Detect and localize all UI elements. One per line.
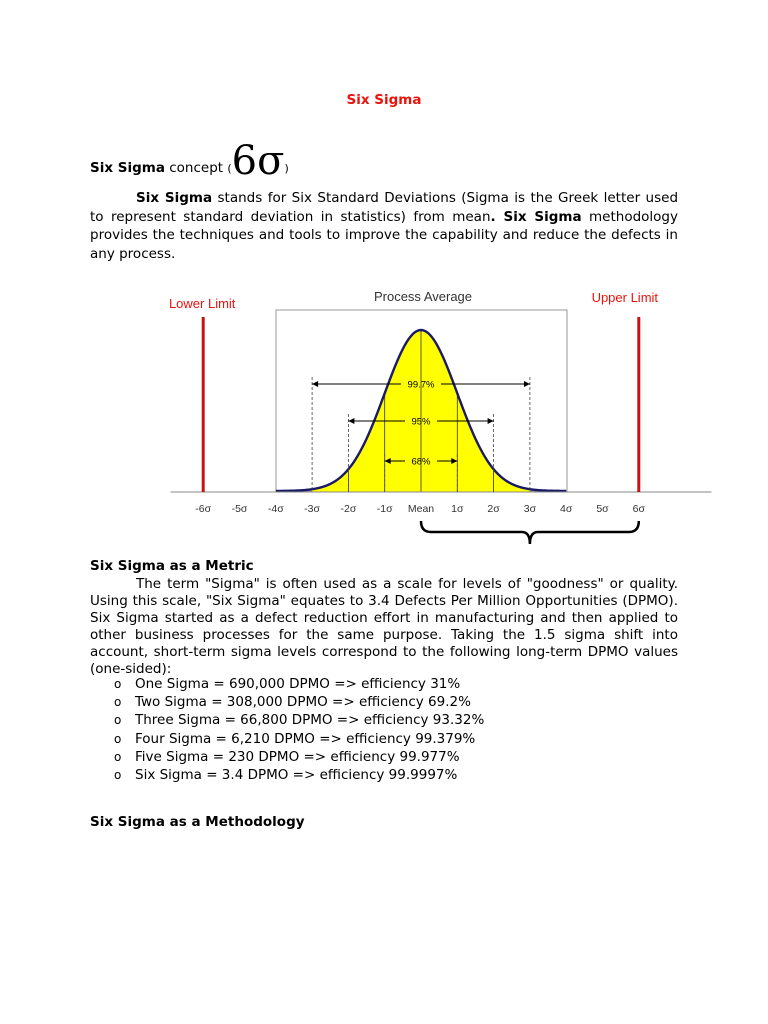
x-tick-label: 4σ (560, 503, 573, 515)
x-tick-label: -1σ (376, 503, 393, 515)
x-tick-label: 5σ (596, 503, 609, 515)
document-title: Six Sigma (346, 92, 422, 108)
list-item (114, 711, 484, 729)
lower-limit-label: Lower Limit (168, 296, 236, 311)
metric-paragraph-text: The term "Sigma" is often used as a scale for levels of "goodness" or quality. Using this scale, "Six Sigma" equates to 3.4 Defects Per Million Opportunities (DPMO). Six Sigma started as a defect reduction effort in manufacturing and then applied to other business processes for the same purpose. Taking the 1.5 sigma shift into account, short-term sigma levels correspond to the following long-term DPMO values (one-sided): (90, 576, 678, 677)
x-tick-label: -6σ (195, 503, 212, 515)
methodology-heading: Six Sigma as a Methodology (90, 814, 305, 830)
intro-text-1: stands for Six Standard Deviations (Sigma is the Greek letter used to represent standard deviation in statistics) from mean (90, 190, 679, 225)
bullet-icon: o (114, 695, 122, 710)
six-sigma-brace (421, 521, 639, 544)
list-item-text: Three Sigma = 66,800 DPMO => efficiency 93.32% (135, 712, 485, 729)
x-tick-label: 3σ (523, 503, 537, 515)
interval-label: 68% (411, 456, 431, 468)
x-tick-label: Mean (407, 503, 435, 515)
six-sigma-symbol: 6σ (231, 138, 285, 184)
x-tick-label: -4σ (267, 503, 284, 515)
concept-paren-open: ( (227, 162, 232, 175)
list-item (114, 748, 484, 766)
arrow-head-icon (524, 381, 530, 387)
sigma-grid-lines (312, 330, 530, 492)
list-item (114, 693, 484, 711)
list-item-text: Six Sigma = 3.4 DPMO => efficiency 99.9997% (135, 766, 458, 783)
bullet-icon: o (114, 767, 122, 782)
arrow-head-icon (348, 418, 354, 424)
concept-term: Six Sigma (90, 160, 165, 176)
list-item-text: Four Sigma = 6,210 DPMO => efficiency 99.379% (135, 730, 476, 747)
list-item (114, 730, 484, 748)
interval-label: 95% (411, 416, 431, 428)
intro-term-1: Six Sigma (136, 190, 213, 206)
bullet-icon: o (114, 677, 122, 691)
chart-title: Process Average (373, 289, 473, 304)
intro-text-2: methodology provides the techniques and tools to improve the capability and reduce the defects in any process. (90, 208, 678, 262)
metric-paragraph (90, 576, 678, 678)
bullet-icon: o (114, 713, 122, 728)
x-tick-label: -5σ (231, 503, 248, 515)
bullet-icon: o (114, 731, 122, 746)
intro-term-2: Six Sigma (503, 208, 582, 225)
arrow-head-icon (312, 381, 318, 387)
x-tick-labels (195, 503, 645, 515)
list-item (114, 766, 484, 784)
metric-heading: Six Sigma as a Metric (90, 558, 254, 574)
concept-text: concept (164, 160, 228, 176)
interval-label: 99.7% (407, 379, 435, 391)
six-sigma-chart (0, 280, 768, 550)
x-tick-label: 2σ (487, 503, 500, 515)
x-tick-label: 1σ (451, 503, 464, 515)
intro-paragraph (90, 189, 678, 263)
sigma-levels-list (114, 675, 484, 784)
upper-limit-label: Upper Limit (591, 290, 659, 305)
x-tick-label: -2σ (340, 503, 357, 515)
concept-paren-close: ) (284, 162, 289, 175)
x-tick-label: -3σ (304, 503, 321, 515)
intro-period: . (490, 208, 504, 225)
list-item (114, 675, 484, 693)
arrow-head-icon (488, 418, 494, 424)
bullet-icon: o (114, 749, 122, 764)
concept-line (90, 138, 289, 184)
list-item-text: Two Sigma = 308,000 DPMO => efficiency 69.2% (135, 694, 471, 711)
x-tick-label: 6σ (632, 503, 645, 515)
list-item-text: One Sigma = 690,000 DPMO => efficiency 31% (135, 676, 461, 692)
list-item-text: Five Sigma = 230 DPMO => efficiency 99.977% (135, 748, 460, 765)
